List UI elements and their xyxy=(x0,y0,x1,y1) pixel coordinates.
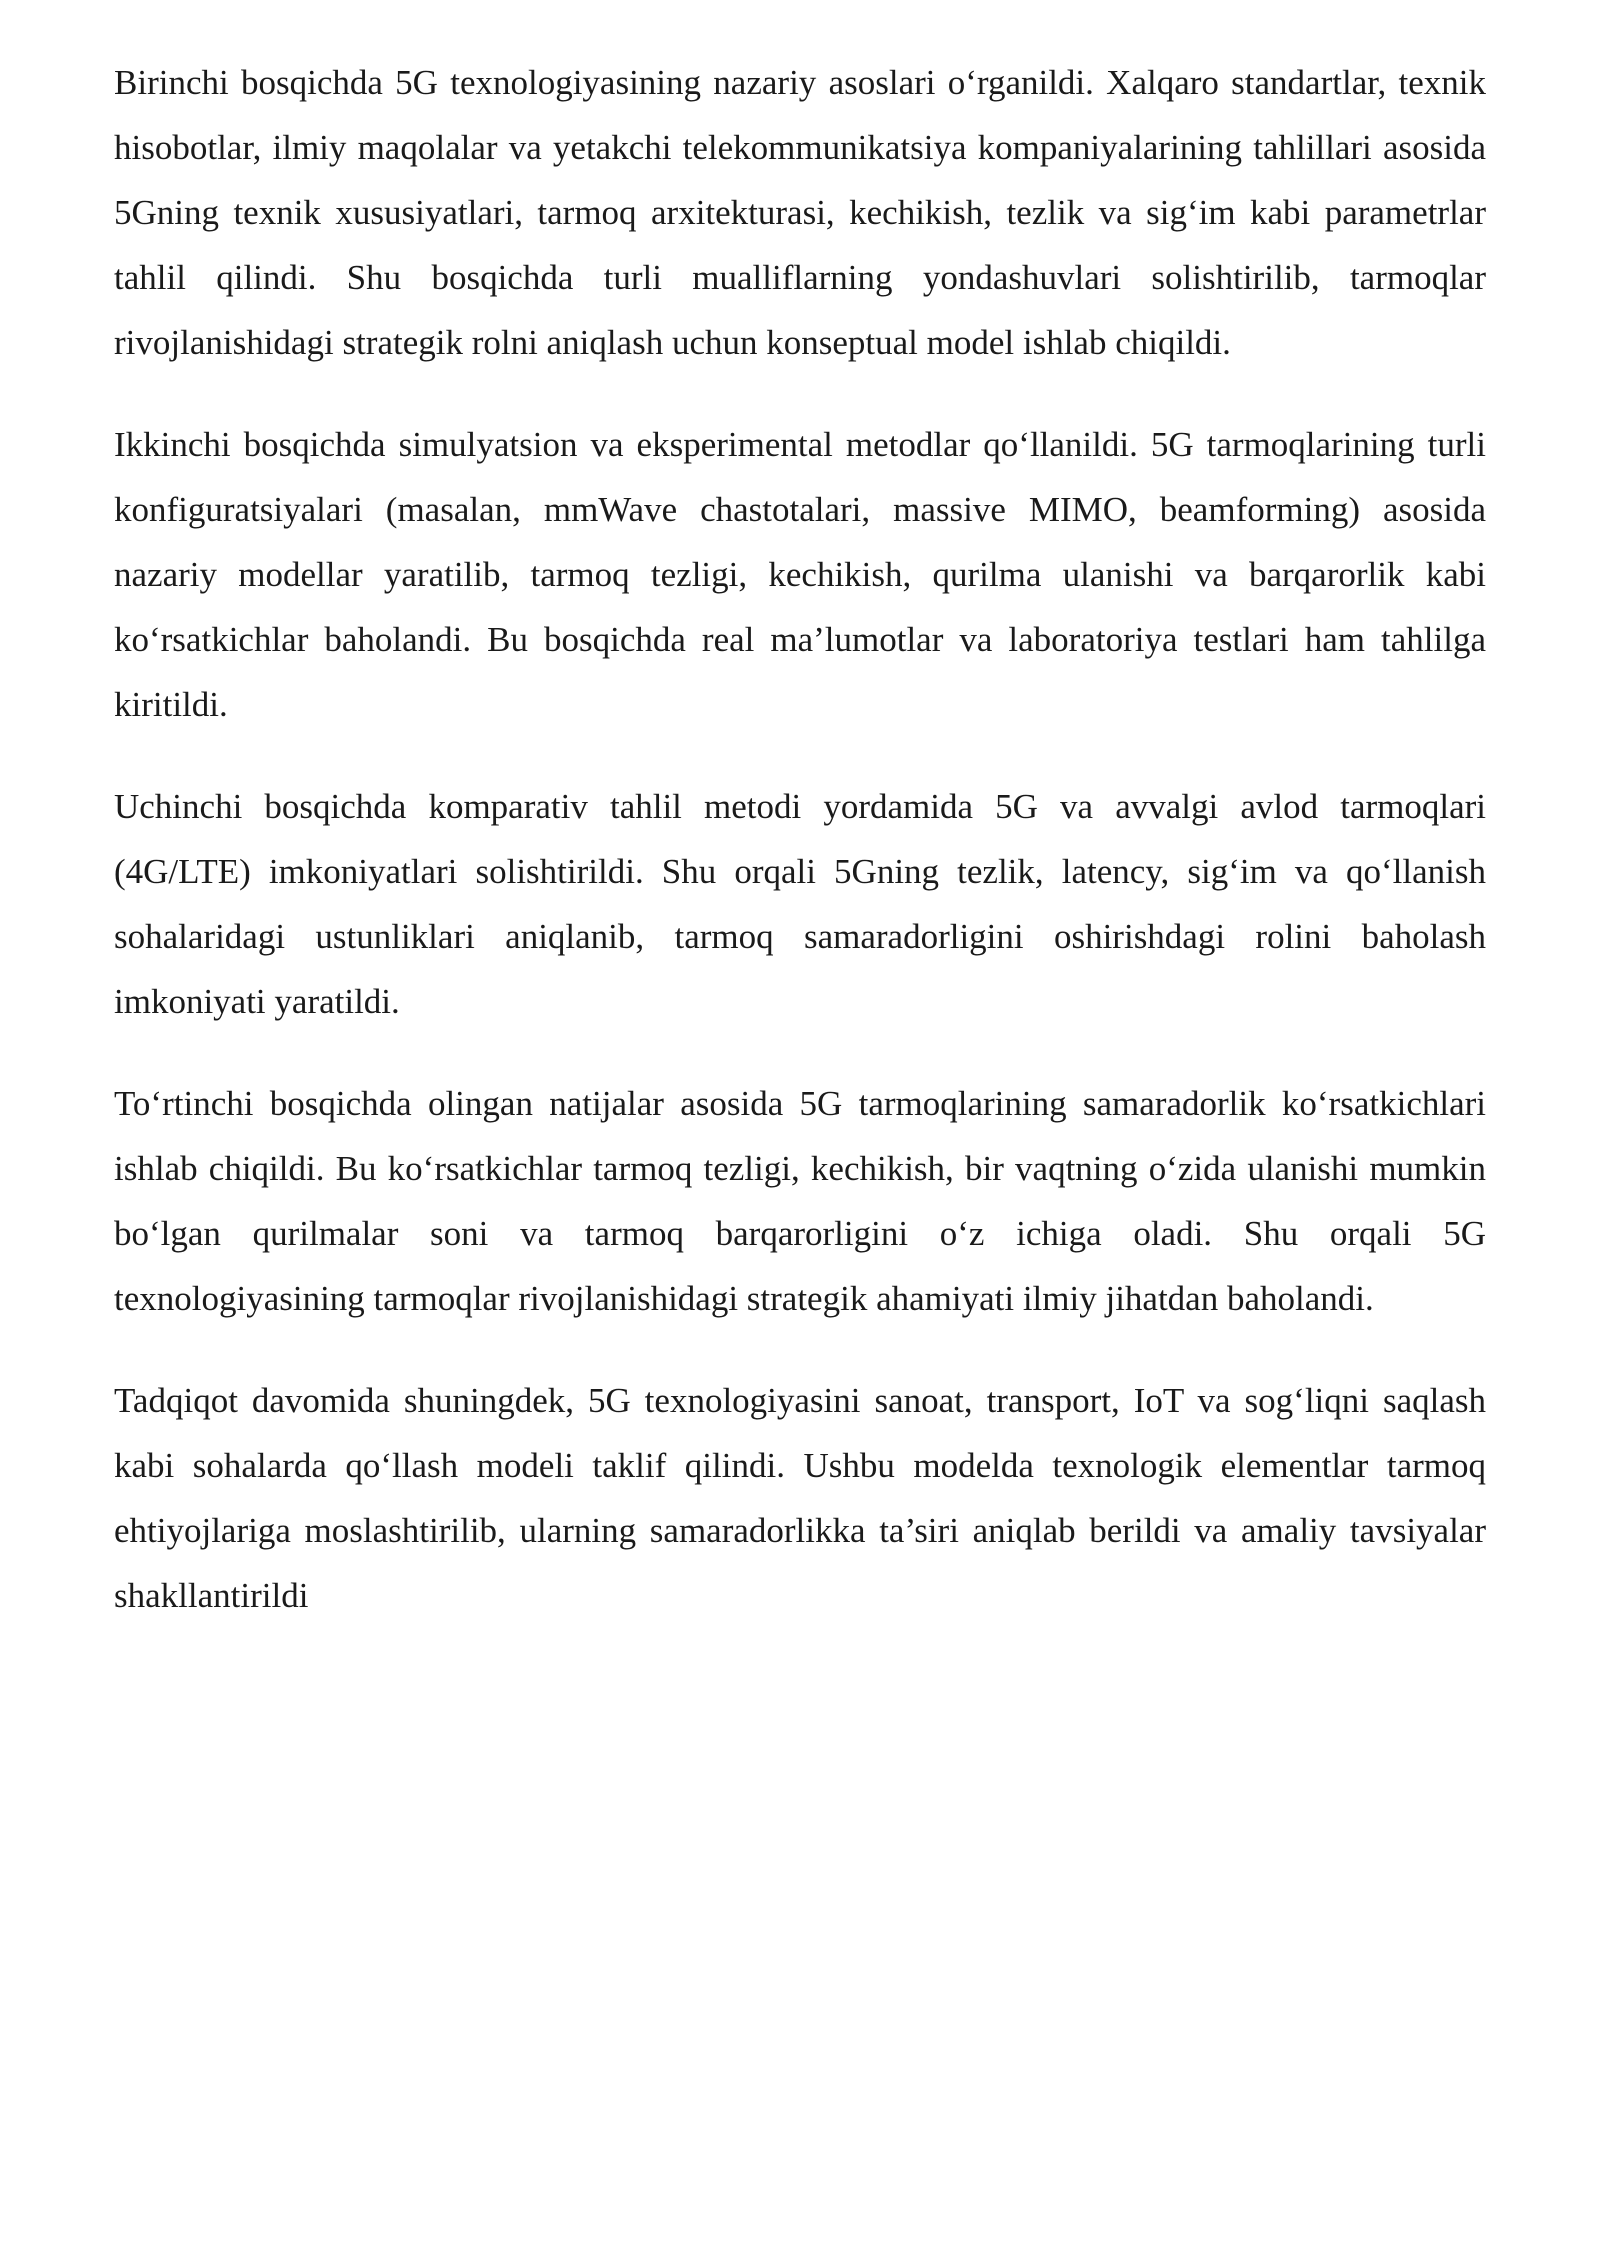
paragraph-3: Uchinchi bosqichda komparativ tahlil metodi yordamida 5G va avvalgi avlod tarmoqlari (4G/LTE) imkoniyatlari solishtirildi. Shu orqali 5Gning tezlik, latency, sig‘im va qo‘llanish sohalaridagi ustunliklari aniqlanib, tarmoq samaradorligini oshirishdagi rolini baholash imkoniyati yaratildi. xyxy=(114,787,1486,1021)
document-body xyxy=(114,50,1486,1665)
paragraph-2: Ikkinchi bosqichda simulyatsion va eksperimental metodlar qo‘llanildi. 5G tarmoqlarining turli konfiguratsiyalari (masalan, mmWave chastotalari, massive MIMO, beamforming) asosida nazariy modellar yaratilib, tarmoq tezligi, kechikish, qurilma ulanishi va barqarorlik kabi ko‘rsatkichlar baholandi. Bu bosqichda real ma’lumotlar va laboratoriya testlari ham tahlilga kiritildi. xyxy=(114,425,1486,724)
paragraph-4: To‘rtinchi bosqichda olingan natijalar asosida 5G tarmoqlarining samaradorlik ko‘rsatkichlari ishlab chiqildi. Bu ko‘rsatkichlar tarmoq tezligi, kechikish, bir vaqtning o‘zida ulanishi mumkin bo‘lgan qurilmalar soni va tarmoq barqarorligini o‘z ichiga oladi. Shu orqali 5G texnologiyasining tarmoqlar rivojlanishidagi strategik ahamiyati ilmiy jihatdan baholandi. xyxy=(114,1084,1486,1318)
paragraph-1: Birinchi bosqichda 5G texnologiyasining nazariy asoslari o‘rganildi. Xalqaro standartlar, texnik hisobotlar, ilmiy maqolalar va yetakchi telekommunikatsiya kompaniyalarining tahlillari asosida 5Gning texnik xususiyatlari, tarmoq arxitekturasi, kechikish, tezlik va sig‘im kabi parametrlar tahlil qilindi. Shu bosqichda turli mualliflarning yondashuvlari solishtirilib, tarmoqlar rivojlanishidagi strategik rolni aniqlash uchun konseptual model ishlab chiqildi. xyxy=(114,63,1486,362)
paragraph-5: Tadqiqot davomida shuningdek, 5G texnologiyasini sanoat, transport, IoT va sog‘liqni saqlash kabi sohalarda qo‘llash modeli taklif qilindi. Ushbu modelda texnologik elementlar tarmoq ehtiyojlariga moslashtirilib, ularning samaradorlikka ta’siri aniqlab berildi va amaliy tavsiyalar shakllantirildi xyxy=(114,1381,1486,1615)
